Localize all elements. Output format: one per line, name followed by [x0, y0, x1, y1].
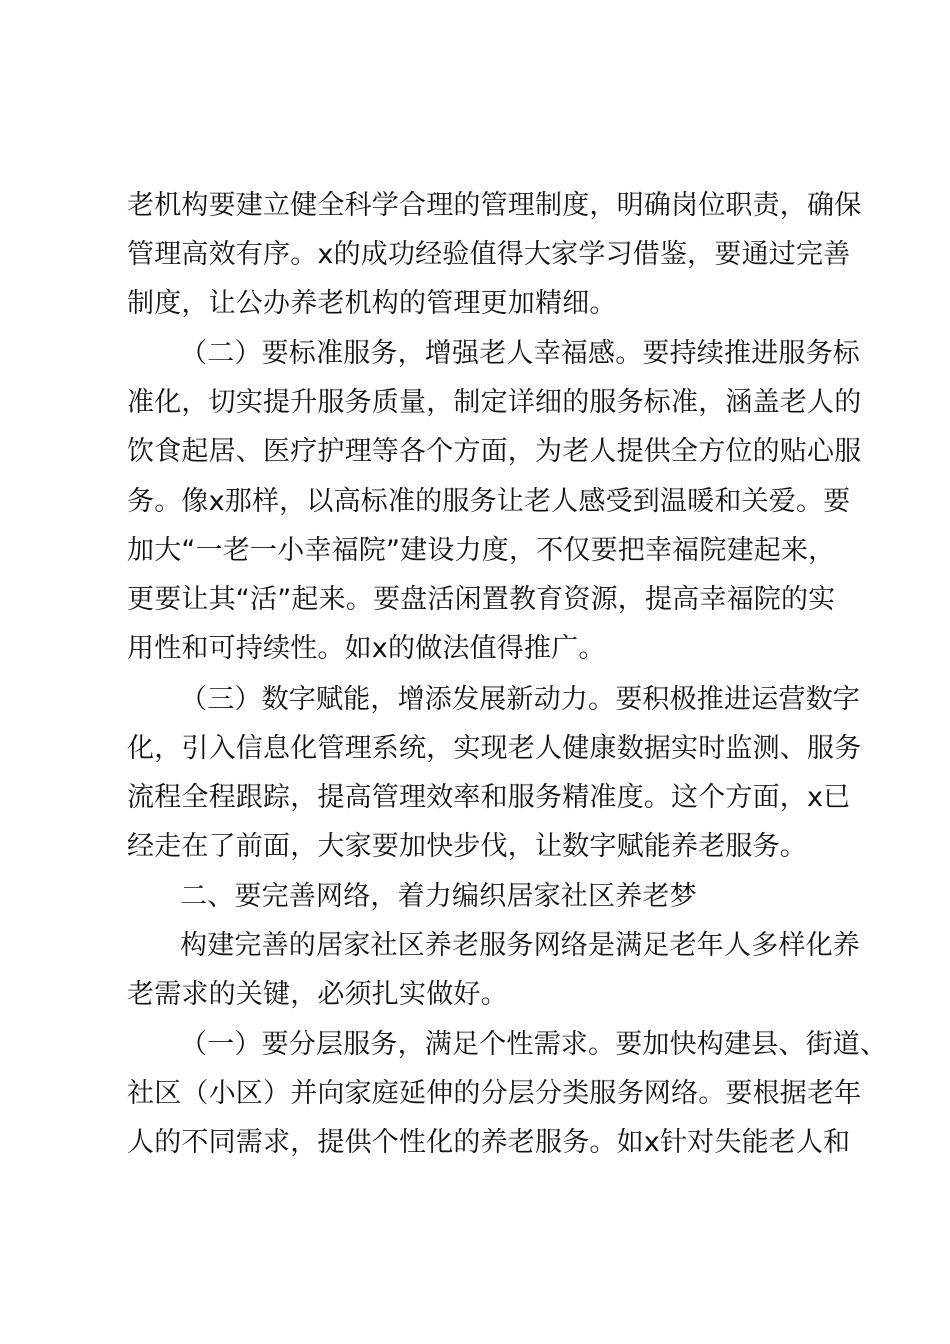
text-line: 构建完善的居家社区养老服务网络是满足老年人多样化养 — [180, 930, 860, 961]
text-line: 管理高效有序。x的成功经验值得大家学习借鉴，要通过完善 — [127, 239, 851, 270]
text-line: 社区（小区）并向家庭延伸的分层分类服务网络。要根据老年 — [127, 1078, 862, 1109]
text-line: 经走在了前面，大家要加快步伐，让数字赋能养老服务。 — [127, 831, 807, 862]
text-line: 饮食起居、医疗护理等各个方面，为老人提供全方位的贴心服 — [127, 436, 862, 467]
text-line: 务。像x那样，以高标准的服务让老人感受到温暖和关爱。要 — [127, 486, 851, 517]
text-line: 流程全程跟踪，提高管理效率和服务精准度。这个方面，x已 — [127, 782, 851, 813]
text-line: 老需求的关键，必须扎实做好。 — [127, 979, 508, 1010]
text-line: （一）要分层服务，满足个性需求。要加快构建县、街道、 — [180, 1029, 888, 1060]
section-heading: 二、要完善网络，着力编织居家社区养老梦 — [180, 881, 697, 912]
text-line: 加大“一老一小幸福院”建设力度，不仅要把幸福院建起来， — [127, 535, 836, 566]
text-line: 准化，切实提升服务质量，制定详细的服务标准，涵盖老人的 — [127, 387, 862, 418]
text-line: 化，引入信息化管理系统，实现老人健康数据实时监测、服务 — [127, 733, 862, 764]
text-line: （二）要标准服务，增强老人幸福感。要持续推进服务标 — [180, 338, 860, 369]
text-line: 用性和可持续性。如x的做法值得推广。 — [127, 633, 606, 664]
text-line: 更要让其“活”起来。要盘活闲置教育资源，提高幸福院的实 — [127, 584, 836, 615]
text-line: 老机构要建立健全科学合理的管理制度，明确岗位职责，确保 — [127, 190, 862, 221]
text-line: （三）数字赋能，增添发展新动力。要积极推进运营数字 — [180, 684, 860, 715]
text-line: 人的不同需求，提供个性化的养老服务。如x针对失能老人和 — [127, 1127, 851, 1158]
text-line: 制度，让公办养老机构的管理更加精细。 — [127, 288, 617, 319]
